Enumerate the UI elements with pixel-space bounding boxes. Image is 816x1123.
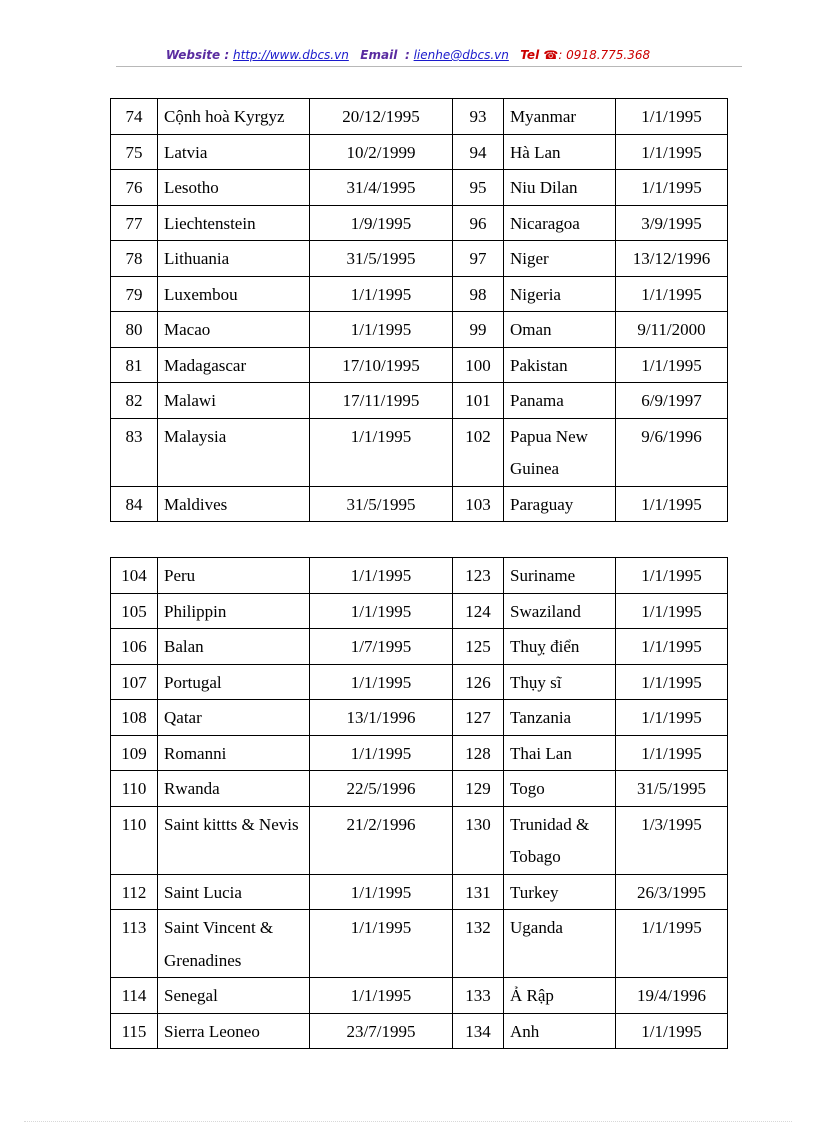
accession-date: 13/1/1996: [310, 700, 453, 736]
country-name: Ả Rập: [504, 978, 616, 1014]
table-row: [111, 347, 728, 383]
website-label: Website :: [165, 48, 230, 62]
country-name: Lesotho: [158, 170, 310, 206]
accession-date: 1/1/1995: [310, 735, 453, 771]
country-name: Maldives: [158, 486, 310, 522]
row-number: 109: [111, 735, 158, 771]
country-name: Peru: [158, 558, 310, 594]
row-number: 124: [453, 593, 504, 629]
country-name: Uganda: [504, 910, 616, 978]
row-number: 110: [111, 771, 158, 807]
country-name: Saint Lucia: [158, 874, 310, 910]
country-name: Portugal: [158, 664, 310, 700]
row-number: 133: [453, 978, 504, 1014]
country-name: Oman: [504, 312, 616, 348]
accession-date: 31/5/1995: [616, 771, 728, 807]
row-number: 78: [111, 241, 158, 277]
country-name: Pakistan: [504, 347, 616, 383]
row-number: 99: [453, 312, 504, 348]
table-row: [111, 134, 728, 170]
tel-value: : 0918.775.368: [558, 48, 651, 62]
accession-date: 1/1/1995: [616, 486, 728, 522]
country-name: Papua New Guinea: [504, 418, 616, 486]
country-name: Togo: [504, 771, 616, 807]
table-row: [111, 806, 728, 874]
country-name: Rwanda: [158, 771, 310, 807]
country-name: Romanni: [158, 735, 310, 771]
accession-date: 1/1/1995: [616, 593, 728, 629]
accession-date: 1/1/1995: [616, 558, 728, 594]
country-name: Luxembou: [158, 276, 310, 312]
accession-date: 13/12/1996: [616, 241, 728, 277]
accession-date: 1/1/1995: [310, 312, 453, 348]
row-number: 96: [453, 205, 504, 241]
country-name: Paraguay: [504, 486, 616, 522]
country-name: Myanmar: [504, 99, 616, 135]
accession-date: 1/1/1995: [616, 99, 728, 135]
row-number: 126: [453, 664, 504, 700]
accession-date: 31/4/1995: [310, 170, 453, 206]
row-number: 98: [453, 276, 504, 312]
accession-date: 1/1/1995: [310, 558, 453, 594]
accession-date: 26/3/1995: [616, 874, 728, 910]
accession-date: 22/5/1996: [310, 771, 453, 807]
country-name: Anh: [504, 1013, 616, 1049]
accession-date: 1/1/1995: [616, 347, 728, 383]
country-name: Suriname: [504, 558, 616, 594]
accession-date: 1/1/1995: [310, 593, 453, 629]
accession-date: 1/3/1995: [616, 806, 728, 874]
accession-date: 10/2/1999: [310, 134, 453, 170]
country-name: Swaziland: [504, 593, 616, 629]
row-number: 134: [453, 1013, 504, 1049]
country-name: Liechtenstein: [158, 205, 310, 241]
accession-date: 1/1/1995: [616, 735, 728, 771]
country-name: Niger: [504, 241, 616, 277]
table-row: [111, 664, 728, 700]
country-name: Saint kittts & Nevis: [158, 806, 310, 874]
accession-date: 3/9/1995: [616, 205, 728, 241]
row-number: 81: [111, 347, 158, 383]
row-number: 115: [111, 1013, 158, 1049]
row-number: 127: [453, 700, 504, 736]
country-name: Saint Vincent & Grenadines: [158, 910, 310, 978]
country-name: Niu Dilan: [504, 170, 616, 206]
row-number: 105: [111, 593, 158, 629]
table-row: [111, 312, 728, 348]
row-number: 128: [453, 735, 504, 771]
accession-date: 1/1/1995: [616, 134, 728, 170]
accession-date: 21/2/1996: [310, 806, 453, 874]
accession-date: 31/5/1995: [310, 486, 453, 522]
country-name: Sierra Leoneo: [158, 1013, 310, 1049]
table-row: [111, 593, 728, 629]
accession-date: 1/1/1995: [310, 664, 453, 700]
country-name: Malaysia: [158, 418, 310, 486]
row-number: 108: [111, 700, 158, 736]
table-row: [111, 170, 728, 206]
country-name: Nigeria: [504, 276, 616, 312]
table-row: [111, 700, 728, 736]
accession-date: 1/9/1995: [310, 205, 453, 241]
accession-date: 1/1/1995: [310, 418, 453, 486]
row-number: 106: [111, 629, 158, 665]
accession-date: 17/11/1995: [310, 383, 453, 419]
country-name: Cộnh hoà Kyrgyz: [158, 99, 310, 135]
row-number: 102: [453, 418, 504, 486]
row-number: 79: [111, 276, 158, 312]
row-number: 84: [111, 486, 158, 522]
page-header: [0, 48, 816, 62]
country-name: Trunidad & Tobago: [504, 806, 616, 874]
accession-date: 1/1/1995: [616, 1013, 728, 1049]
table-row: [111, 735, 728, 771]
row-number: 101: [453, 383, 504, 419]
row-number: 97: [453, 241, 504, 277]
row-number: 130: [453, 806, 504, 874]
accession-date: 1/1/1995: [616, 700, 728, 736]
table-row: [111, 276, 728, 312]
email-label: Email: [360, 48, 398, 62]
accession-date: 19/4/1996: [616, 978, 728, 1014]
accession-date: 1/7/1995: [310, 629, 453, 665]
table-row: [111, 418, 728, 486]
accession-date: 6/9/1997: [616, 383, 728, 419]
row-number: 107: [111, 664, 158, 700]
country-name: Latvia: [158, 134, 310, 170]
accession-date: 9/11/2000: [616, 312, 728, 348]
row-number: 103: [453, 486, 504, 522]
accession-date: 1/1/1995: [310, 874, 453, 910]
accession-date: 1/1/1995: [616, 910, 728, 978]
country-name: Panama: [504, 383, 616, 419]
row-number: 123: [453, 558, 504, 594]
country-table-1: [110, 98, 728, 522]
country-name: Nicaragoa: [504, 205, 616, 241]
country-name: Thuỵ điển: [504, 629, 616, 665]
table-row: [111, 486, 728, 522]
accession-date: 17/10/1995: [310, 347, 453, 383]
accession-date: 31/5/1995: [310, 241, 453, 277]
country-name: Macao: [158, 312, 310, 348]
country-name: Lithuania: [158, 241, 310, 277]
row-number: 100: [453, 347, 504, 383]
country-name: Madagascar: [158, 347, 310, 383]
country-name: Tanzania: [504, 700, 616, 736]
tel-label: Tel ☎: [520, 48, 559, 62]
website-link[interactable]: http://www.dbcs.vn: [232, 48, 349, 62]
table-row: [111, 241, 728, 277]
row-number: 93: [453, 99, 504, 135]
email-separator: :: [404, 48, 410, 62]
accession-date: 1/1/1995: [616, 170, 728, 206]
row-number: 76: [111, 170, 158, 206]
email-link[interactable]: lienhe@dbcs.vn: [413, 48, 509, 62]
table-row: [111, 629, 728, 665]
footer-divider: [24, 1121, 792, 1122]
accession-date: 1/1/1995: [310, 910, 453, 978]
row-number: 110: [111, 806, 158, 874]
accession-date: 9/6/1996: [616, 418, 728, 486]
table-row: [111, 874, 728, 910]
row-number: 77: [111, 205, 158, 241]
accession-date: 1/1/1995: [616, 664, 728, 700]
country-name: Philippin: [158, 593, 310, 629]
country-name: Malawi: [158, 383, 310, 419]
row-number: 131: [453, 874, 504, 910]
country-name: Qatar: [158, 700, 310, 736]
row-number: 132: [453, 910, 504, 978]
country-name: Turkey: [504, 874, 616, 910]
accession-date: 20/12/1995: [310, 99, 453, 135]
table-row: [111, 978, 728, 1014]
row-number: 80: [111, 312, 158, 348]
accession-date: 23/7/1995: [310, 1013, 453, 1049]
row-number: 94: [453, 134, 504, 170]
row-number: 129: [453, 771, 504, 807]
table-row: [111, 1013, 728, 1049]
country-name: Hà Lan: [504, 134, 616, 170]
row-number: 82: [111, 383, 158, 419]
table-row: [111, 99, 728, 135]
table-row: [111, 205, 728, 241]
table-row: [111, 771, 728, 807]
row-number: 95: [453, 170, 504, 206]
row-number: 75: [111, 134, 158, 170]
header-divider: [116, 66, 742, 67]
accession-date: 1/1/1995: [616, 629, 728, 665]
country-name: Balan: [158, 629, 310, 665]
row-number: 83: [111, 418, 158, 486]
country-name: Thụy sĩ: [504, 664, 616, 700]
row-number: 113: [111, 910, 158, 978]
row-number: 125: [453, 629, 504, 665]
row-number: 74: [111, 99, 158, 135]
table-row: [111, 910, 728, 978]
accession-date: 1/1/1995: [616, 276, 728, 312]
country-table-2: [110, 557, 728, 1049]
table-row: [111, 558, 728, 594]
country-name: Thai Lan: [504, 735, 616, 771]
accession-date: 1/1/1995: [310, 978, 453, 1014]
row-number: 112: [111, 874, 158, 910]
row-number: 104: [111, 558, 158, 594]
country-name: Senegal: [158, 978, 310, 1014]
row-number: 114: [111, 978, 158, 1014]
table-row: [111, 383, 728, 419]
accession-date: 1/1/1995: [310, 276, 453, 312]
